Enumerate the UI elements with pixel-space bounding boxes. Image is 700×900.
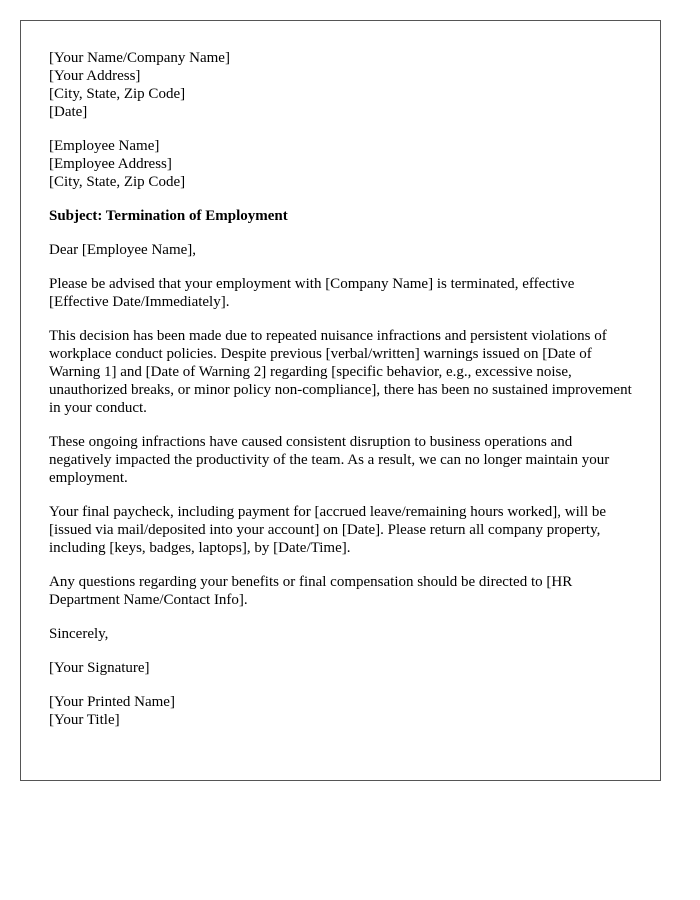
- signer-block: [49, 693, 632, 729]
- salutation: Dear [Employee Name],: [49, 242, 197, 258]
- sender-name: [Your Name/Company Name]: [49, 50, 230, 66]
- recipient-city: [City, State, Zip Code]: [49, 174, 186, 190]
- body-paragraph-paycheck: Your final paycheck, including payment for [accrued leave/remaining hours worked], will be [issued via mail/deposited into your account] on [Date]. Please return all company property, including [keys, badges, laptops], by [Date/Time].: [49, 504, 607, 556]
- sender-address: [Your Address]: [49, 68, 141, 84]
- letter-date: [Date]: [49, 104, 88, 120]
- body-paragraph-notice: Please be advised that your employment with [Company Name] is terminated, effective [Effective Date/Immediately].: [49, 276, 575, 310]
- body-paragraph-reason: This decision has been made due to repeated nuisance infractions and persistent violations of workplace conduct policies. Despite previous [verbal/written] warnings issued on [Date of Warning 1] and [Date of Warning 2] regarding [specific behavior, e.g., excessive noise, unauthorized breaks, or minor policy non-compliance], there has been no sustained improvement in your conduct.: [49, 328, 632, 416]
- recipient-name: [Employee Name]: [49, 138, 160, 154]
- subject-line: Subject: Termination of Employment: [49, 208, 288, 224]
- closing: Sincerely,: [49, 626, 109, 642]
- signature: [Your Signature]: [49, 660, 150, 676]
- signer-title: [Your Title]: [49, 712, 120, 728]
- body-paragraph-impact: These ongoing infractions have caused consistent disruption to business operations and negatively impacted the productivity of the team. As a result, we can no longer maintain your employment.: [49, 434, 610, 486]
- sender-city: [City, State, Zip Code]: [49, 86, 186, 102]
- recipient-address: [Employee Address]: [49, 156, 172, 172]
- printed-name: [Your Printed Name]: [49, 694, 175, 710]
- recipient-block: [49, 137, 632, 191]
- letter-page: [20, 20, 661, 781]
- body-paragraph-questions: Any questions regarding your benefits or final compensation should be directed to [HR Department Name/Contact Info].: [49, 574, 573, 608]
- sender-block: [49, 49, 632, 121]
